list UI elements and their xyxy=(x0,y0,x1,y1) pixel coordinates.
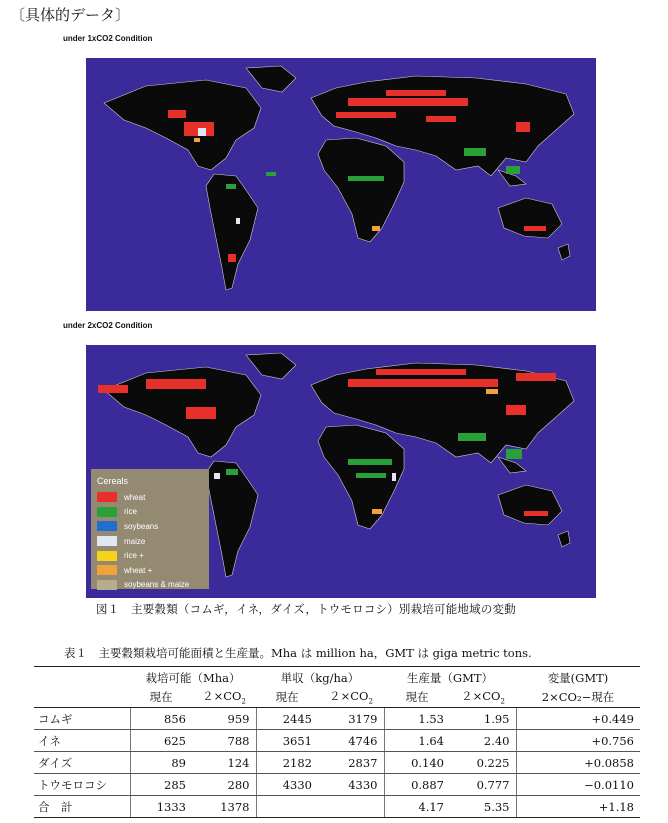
cell-prod-2x: 0.777 xyxy=(450,774,516,796)
cell-diff: +1.18 xyxy=(516,796,640,818)
cell-prod-2x: 1.95 xyxy=(450,708,516,730)
legend-label: soybeans & maize xyxy=(124,580,190,590)
legend-label: rice xyxy=(124,507,137,517)
cell-prod-2x: 0.225 xyxy=(450,752,516,774)
subheader-now: 現在 xyxy=(130,687,192,708)
cell-area-2x: 124 xyxy=(192,752,256,774)
cell-area-now: 1333 xyxy=(130,796,192,818)
table-row xyxy=(34,708,640,730)
subheader-now: 現在 xyxy=(384,687,450,708)
cell-yield-2x: 4330 xyxy=(318,774,384,796)
legend-item-wheat xyxy=(91,490,209,505)
cell-yield-2x xyxy=(318,796,384,818)
cell-area-2x: 1378 xyxy=(192,796,256,818)
subheader-diff: 2×CO₂−現在 xyxy=(516,687,640,708)
cell-yield-now xyxy=(256,796,318,818)
map-1x-label: under 1xCO2 Condition xyxy=(63,34,153,43)
table-subheader-row xyxy=(34,687,640,708)
legend-item-wheat-plus xyxy=(91,563,209,578)
row-name: 合 計 xyxy=(34,796,130,818)
legend-label: maize xyxy=(124,536,146,546)
legend-swatch xyxy=(97,536,117,546)
cell-area-2x: 788 xyxy=(192,730,256,752)
cell-prod-now: 1.64 xyxy=(384,730,450,752)
legend-swatch xyxy=(97,521,117,531)
cell-yield-now: 2182 xyxy=(256,752,318,774)
cell-diff: −0.0110 xyxy=(516,774,640,796)
legend-label: wheat xyxy=(124,492,146,502)
table-header-row xyxy=(34,667,640,688)
row-name: ダイズ xyxy=(34,752,130,774)
header-change: 変量(GMT) xyxy=(516,667,640,688)
legend-item-rice xyxy=(91,505,209,520)
cell-diff: +0.449 xyxy=(516,708,640,730)
cell-diff: +0.756 xyxy=(516,730,640,752)
cell-area-2x: 959 xyxy=(192,708,256,730)
legend-item-maize xyxy=(91,534,209,549)
cell-prod-now: 0.140 xyxy=(384,752,450,774)
row-name: コムギ xyxy=(34,708,130,730)
data-table xyxy=(34,666,640,818)
row-name: イネ xyxy=(34,730,130,752)
page-heading: 〔具体的データ〕 xyxy=(10,6,131,24)
figure-caption: 図１ 主要穀類（コムギ，イネ，ダイズ，トウモロコシ）別栽培可能地域の変動 xyxy=(96,602,516,616)
subheader-2x: $2\times CO_2$ xyxy=(192,687,256,708)
cell-prod-now: 4.17 xyxy=(384,796,450,818)
cell-area-now: 89 xyxy=(130,752,192,774)
legend-swatch xyxy=(97,492,117,502)
cell-prod-2x: 2.40 xyxy=(450,730,516,752)
legend-item-soybeans xyxy=(91,519,209,534)
subheader-2x: $2\times CO_2$ xyxy=(318,687,384,708)
legend-title: Cereals xyxy=(97,476,129,486)
row-name: トウモロコシ xyxy=(34,774,130,796)
cell-yield-2x: 3179 xyxy=(318,708,384,730)
legend-label: rice + xyxy=(124,551,144,561)
cell-yield-2x: 2837 xyxy=(318,752,384,774)
cell-yield-now: 4330 xyxy=(256,774,318,796)
map-legend xyxy=(91,469,209,589)
table-caption: 表１ 主要穀類栽培可能面積と生産量。Mha は million ha，GMT は giga metric tons. xyxy=(64,646,532,660)
legend-swatch xyxy=(97,580,117,590)
cell-area-2x: 280 xyxy=(192,774,256,796)
cell-yield-now: 3651 xyxy=(256,730,318,752)
legend-label: soybeans xyxy=(124,521,159,531)
cell-area-now: 856 xyxy=(130,708,192,730)
table-row xyxy=(34,774,640,796)
legend-swatch xyxy=(97,565,117,575)
map-2x-label: under 2xCO2 Condition xyxy=(63,321,153,330)
cell-area-now: 285 xyxy=(130,774,192,796)
table-row-total xyxy=(34,796,640,818)
header-production: 生産量（GMT） xyxy=(384,667,516,688)
legend-swatch xyxy=(97,507,117,517)
cell-prod-now: 0.887 xyxy=(384,774,450,796)
cell-yield-now: 2445 xyxy=(256,708,318,730)
cell-prod-2x: 5.35 xyxy=(450,796,516,818)
cell-diff: +0.0858 xyxy=(516,752,640,774)
table-row xyxy=(34,730,640,752)
cell-yield-2x: 4746 xyxy=(318,730,384,752)
world-map-1xco2 xyxy=(86,58,596,311)
subheader-2x: $2\times CO_2$ xyxy=(450,687,516,708)
table-row xyxy=(34,752,640,774)
legend-item-soybeans-maize xyxy=(91,578,209,593)
legend-swatch xyxy=(97,551,117,561)
legend-label: wheat + xyxy=(124,565,153,575)
cell-area-now: 625 xyxy=(130,730,192,752)
legend-item-rice-plus xyxy=(91,548,209,563)
subheader-now: 現在 xyxy=(256,687,318,708)
cell-prod-now: 1.53 xyxy=(384,708,450,730)
header-area: 栽培可能（Mha） xyxy=(130,667,256,688)
header-yield: 単収（kg/ha） xyxy=(256,667,384,688)
